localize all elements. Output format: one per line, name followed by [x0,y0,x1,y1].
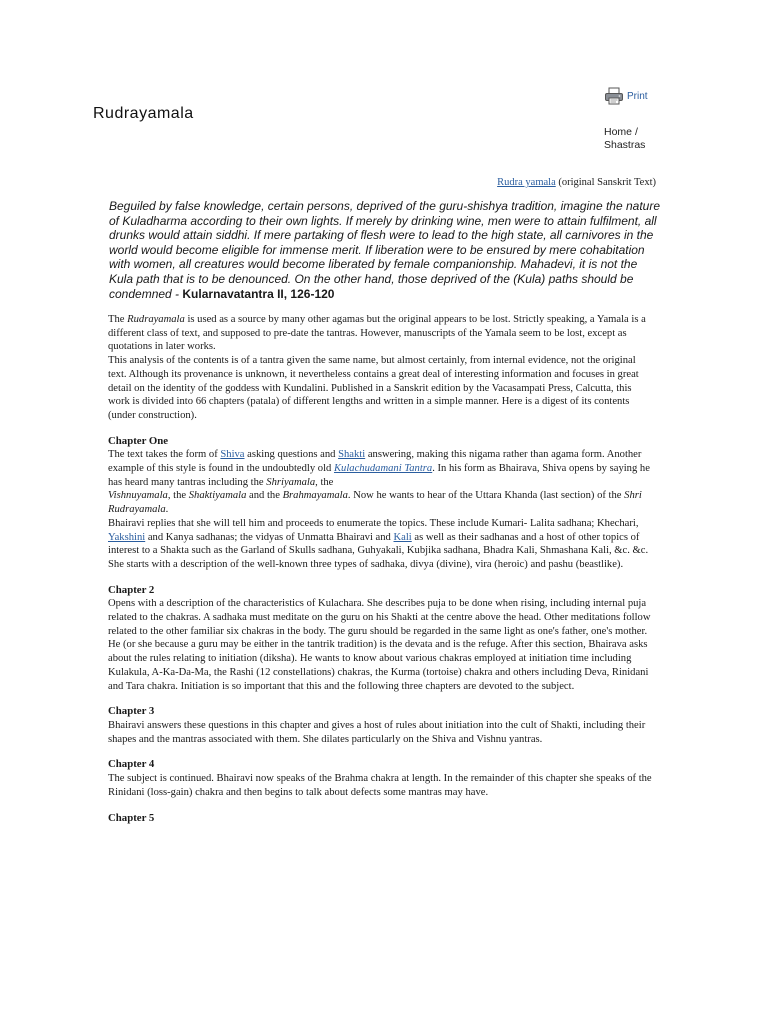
text: Bhairavi replies that she will tell him and proceeds to enumerate the topics. These include Kumari- Lalita sadhana; Khechari, [108,517,639,529]
text: answering, making this nigama rather than agama form. Another example of this style is found in the undoubtedly old [108,449,642,475]
emphasis: Shri Rudrayamala [108,490,642,516]
chapter-2-heading: Chapter 2 [108,583,155,596]
chapter-4-paragraph: The subject is continued. Bhairavi now speaks of the Brahma chakra at length. In the remainder of this chapter she speaks of the Rinidani (loss-gain) chakra and then begins to talk about defects some mantras may have. [108,773,652,798]
chapter-1-heading: Chapter One [108,434,169,447]
text: The text takes the form of [108,449,221,461]
chapter-2-paragraph: Opens with a description of the characteristics of Kulachara. She describes puja to be done when rising, including internal puja related to the chakras. A sadhaka must meditate on the guru on his Shakti at the centre above the head. Other meditations follow related to the other familiar six chakras in the body. The guru should be regarded in the same light as one's father, one's mother. He (or she because a guru may be either in the tantrik tradition) is the devata and is the refuge. After this section, Bhairava asks about the rules relating to initiation (diksha). He wants to know about various chakras employed at initiation time including Kulakula, A-Ka-Da-Ma, the Rashi (12 constellations) chakras, the Kurma (tortoise) chakra and others including Deva, Rinidani and Tara chakra. Initiation is so important that this and the following three chapters are devoted to the subject. [108,598,651,692]
emphasis: Vishnuyamala [108,490,168,502]
quote-attribution: Kularnavatantra II, 126-120 [182,286,335,301]
text: . [165,504,169,516]
print-label: Print [627,90,648,102]
spacer [108,572,652,584]
epigraph-quote [109,199,661,301]
intro-text: The [108,314,128,325]
spacer [108,423,652,435]
intro-text: is used as a source by many other agamas but the original appears to be lost. Strictly speaking, a Yamala is a different class of text, and supposed to pre-date the tantras. However, manuscripts of the Yamala seem to be lost, except as quotations in later works. [108,314,646,353]
text: , the [167,490,189,502]
text: asking questions and [244,449,339,461]
kali-link[interactable]: Kali [393,531,412,543]
spacer [108,693,652,705]
shakti-link[interactable]: Shakti [338,449,366,461]
chapter-3-heading: Chapter 3 [108,705,155,718]
breadcrumb-home-link[interactable]: Home [604,126,633,138]
breadcrumb-shastras-link[interactable]: Shastras [604,139,646,151]
emphasis: Shaktiyamala [188,490,247,502]
intro-paragraph-2: This analysis of the contents is of a tantra given the same name, but almost certainly, from internal evidence, not the original text. Although its provenance is unknown, it nevertheless contains a great deal of interesting information and focuses in great detail on the identity of the goddess with Kundalini. Published in a Sanskrit edition by the Vacasampati Press, Calcutta, this work is divided into 66 chapters (patala) of different lengths and written in a simple manner. Here is a digest of its contents (under construction). [108,355,639,421]
printer-icon [604,87,624,105]
breadcrumb-separator: / [634,126,638,138]
print-button[interactable] [604,87,648,105]
quote-text: Beguiled by false knowledge, certain persons, deprived of the guru-shishya tradition, imagine the nature of Kuladharma according to their own lights. If merely by drinking wine, men were to attain fulfilment, all drunks would attain siddhi. If mere partaking of flesh were to lead to the high state, all carnivores in the world would become eligible for immense merit. If liberation were to be ensured by mere cohabitation with women, all creatures would become liberated by female companionship. Mahadevi, it is not the Kula path that is to be denounced. On the other hand, those deprived of the (Kula) paths should be condemned - [109,199,660,301]
text: . Now he wants to hear of the Uttara Khanda (last section) of the [347,490,625,502]
chapter-5-heading: Chapter 5 [108,811,155,824]
text: and the [246,490,283,502]
emphasis: Shriyamala [266,476,316,488]
link-text: Kulachudamani Tantra [333,463,433,475]
chapter-3-paragraph: Bhairavi answers these questions in this chapter and gives a host of rules about initiation into the cult of Shakti, including their shapes and the mantras associated with them. She dilates particularly on the Shiva and Vishnu yantras. [108,719,646,745]
source-suffix: (original Sanskrit Text) [555,177,656,188]
kulachudamani-tantra-link[interactable] [334,463,432,474]
rudra-yamala-link[interactable]: Rudra yamala [497,177,556,188]
text: . In his form as Bhairava, Shiva opens by saying he has heard many tantras including the [108,463,650,488]
spacer [108,746,652,758]
article-body [108,313,652,825]
yakshini-link[interactable]: Yakshini [108,531,146,543]
spacer [108,800,652,812]
breadcrumb [604,126,645,152]
text: and Kanya sadhanas; the vidyas of Unmatta Bhairavi and [145,531,394,543]
page-title: Rudrayamala [93,105,194,122]
source-text-line [497,177,656,188]
text: , the [315,476,334,488]
text: as well as their sadhanas and a host of other topics of interest to a Shakta such as the Garland of Skulls sadhana, Guhyakali, Kubjika sadhana, Bhadra Kali, Shmashana Kali, &c. &c. She starts with a description of the well-known three types of sadhaka, divya (divine), vira (heroic) and pashu (beastlike). [108,531,649,570]
intro-emphasis: Rudrayamala [127,314,185,325]
chapter-1-paragraph-2 [108,517,652,572]
chapter-4-heading: Chapter 4 [108,758,155,771]
chapter-1-paragraph-1 [108,448,652,517]
shiva-link[interactable]: Shiva [220,449,245,461]
emphasis: Brahmayamala [282,490,348,502]
intro-paragraph-1 [108,313,652,354]
